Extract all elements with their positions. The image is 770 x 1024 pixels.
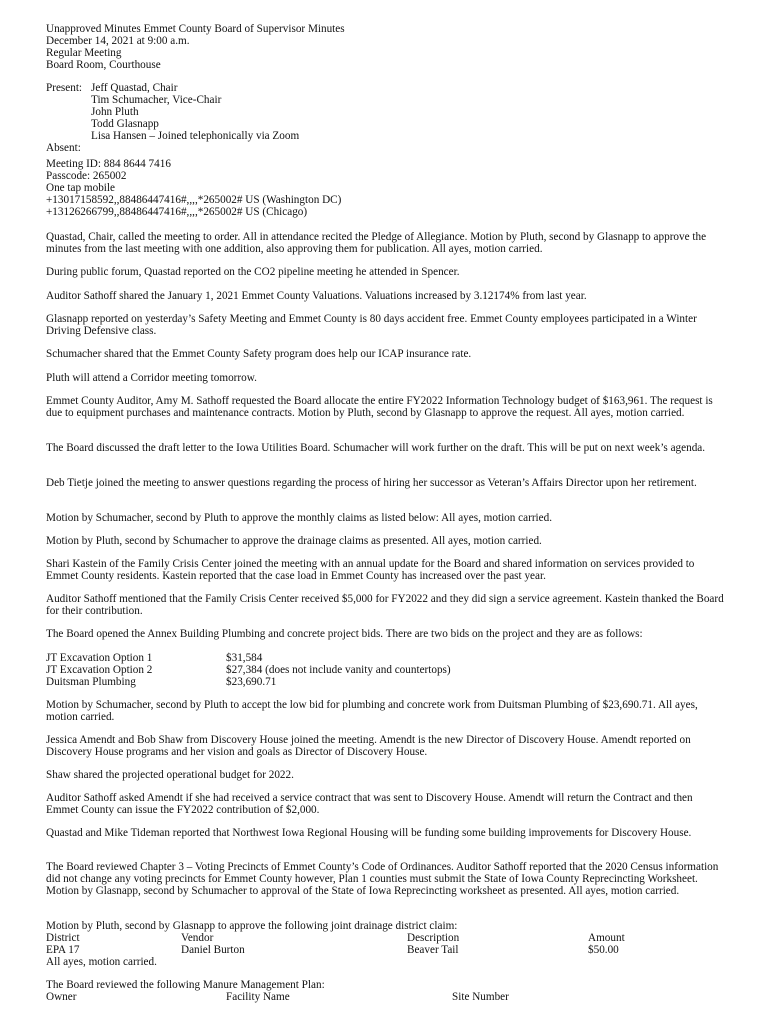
paragraph-veterans-affairs: Deb Tietje joined the meeting to answer questions regarding the process of hiring her successor as Veteran’s Affairs Director upon her retirement. xyxy=(46,477,697,489)
drainage-cell-description: Beaver Tail xyxy=(407,944,459,956)
paragraph-motion-carried: All ayes, motion carried. xyxy=(46,956,157,968)
bid-name: JT Excavation Option 2 xyxy=(46,664,153,676)
drainage-cell-district: EPA 17 xyxy=(46,944,80,956)
bid-name: JT Excavation Option 1 xyxy=(46,652,153,664)
bid-name: Duitsman Plumbing xyxy=(46,676,136,688)
meeting-type: Regular Meeting xyxy=(46,47,122,59)
paragraph-crisis-center: Shari Kastein of the Family Crisis Center joined the meeting with an annual update for the Board and shared information on services provided to Emmet County residents. Kastein reported that the case load in Emmet County has increased over the past year. xyxy=(46,558,695,582)
paragraph-annex-bids: The Board opened the Annex Building Plumbing and concrete project bids. There are two bids on the project and they are as follows: xyxy=(46,628,643,640)
member-glasnapp: Todd Glasnapp xyxy=(91,118,159,130)
paragraph-safety-meeting: Glasnapp reported on yesterday’s Safety Meeting and Emmet County is 80 days accident free. Emmet County employees participated in a Winter Driving Defensive class. xyxy=(46,313,697,337)
drainage-header-vendor: Vendor xyxy=(181,932,214,944)
paragraph-drainage-claims: Motion by Pluth, second by Schumacher to approve the drainage claims as presented. All ayes, motion carried. xyxy=(46,535,542,547)
paragraph-call-to-order: Quastad, Chair, called the meeting to order. All in attendance recited the Pledge of Allegiance. Motion by Pluth, second by Glasnapp to approve the minutes from the last meeting with one addition, also approving them for publication. All ayes, motion carried. xyxy=(46,231,707,255)
meeting-date: December 14, 2021 at 9:00 a.m. xyxy=(46,35,190,47)
bid-amount: $31,584 xyxy=(226,652,263,664)
paragraph-public-forum: During public forum, Quastad reported on the CO2 pipeline meeting he attended in Spencer. xyxy=(46,266,460,278)
paragraph-manure-plan: The Board reviewed the following Manure Management Plan: xyxy=(46,979,325,991)
paragraph-operational-budget: Shaw shared the projected operational budget for 2022. xyxy=(46,769,294,781)
paragraph-monthly-claims: Motion by Schumacher, second by Pluth to approve the monthly claims as listed below: All ayes, motion carried. xyxy=(46,512,553,524)
paragraph-safety-program: Schumacher shared that the Emmet County Safety program does help our ICAP insurance rate. xyxy=(46,348,472,360)
member-pluth: John Pluth xyxy=(91,106,139,118)
paragraph-valuations: Auditor Sathoff shared the January 1, 2021 Emmet County Valuations. Valuations increased by 3.12174% from last year. xyxy=(46,290,587,302)
paragraph-service-contract: Auditor Sathoff asked Amendt if she had received a service contract that was sent to Discovery House. Amendt will return the Contract and then Emmet County can issue the FY2022 contribution of $2,000. xyxy=(46,792,693,816)
member-chair: Jeff Quastad, Chair xyxy=(91,82,178,94)
member-vice-chair: Tim Schumacher, Vice-Chair xyxy=(91,94,222,106)
paragraph-joint-drainage: Motion by Pluth, second by Glasnapp to approve the following joint drainage district claim: xyxy=(46,920,458,932)
member-hansen: Lisa Hansen – Joined telephonically via Zoom xyxy=(91,130,300,142)
paragraph-discovery-house: Jessica Amendt and Bob Shaw from Discovery House joined the meeting. Amendt is the new Director of Discovery House. Amendt reported on Discovery House programs and her vision and goals as Director of Discovery House. xyxy=(46,734,691,758)
bid-amount: $27,384 (does not include vanity and countertops) xyxy=(226,664,451,676)
paragraph-crisis-funding: Auditor Sathoff mentioned that the Family Crisis Center received $5,000 for FY2022 and they did sign a service agreement. Kastein thanked the Board for their contribution. xyxy=(46,593,724,617)
bid-amount: $23,690.71 xyxy=(226,676,277,688)
drainage-cell-amount: $50.00 xyxy=(588,944,619,956)
manure-header-facility: Facility Name xyxy=(226,991,290,1003)
zoom-one-tap: One tap mobile xyxy=(46,182,115,194)
document-title: Unapproved Minutes Emmet County Board of Supervisor Minutes xyxy=(46,23,345,35)
drainage-cell-vendor: Daniel Burton xyxy=(181,944,245,956)
paragraph-corridor: Pluth will attend a Corridor meeting tomorrow. xyxy=(46,372,257,384)
paragraph-regional-housing: Quastad and Mike Tideman reported that Northwest Iowa Regional Housing will be funding some building improvements for Discovery House. xyxy=(46,827,692,839)
drainage-header-amount: Amount xyxy=(588,932,625,944)
manure-header-site: Site Number xyxy=(452,991,509,1003)
paragraph-it-budget: Emmet County Auditor, Amy M. Sathoff requested the Board allocate the entire FY2022 Information Technology budget of $163,961. The request is due to equipment purchases and maintenance contracts. Motion by Pluth, second by Glasnapp to approve the request. All ayes, motion carried. xyxy=(46,395,713,419)
paragraph-voting-precincts: The Board reviewed Chapter 3 – Voting Precincts of Emmet County’s Code of Ordinances. Auditor Sathoff reported that the 2020 Census information did not change any voting precincts for Emmet County however, Plan 1 counties must submit the State of Iowa County Reprecincting Worksheet. Motion by Glasnapp, second by Schumacher to approval of the State of Iowa Reprecincting worksheet as presented. All ayes, motion carried. xyxy=(46,861,719,897)
present-label: Present: xyxy=(46,82,83,94)
zoom-tap-washington: +13017158592,,88486447416#,,,,*265002# US (Washington DC) xyxy=(46,194,342,206)
drainage-header-district: District xyxy=(46,932,80,944)
paragraph-accept-bid: Motion by Schumacher, second by Pluth to accept the low bid for plumbing and concrete work from Duitsman Plumbing of $23,690.71. All ayes, motion carried. xyxy=(46,699,698,723)
absent-label: Absent: xyxy=(46,142,81,154)
zoom-passcode: Passcode: 265002 xyxy=(46,170,127,182)
manure-header-owner: Owner xyxy=(46,991,77,1003)
paragraph-utilities-board: The Board discussed the draft letter to the Iowa Utilities Board. Schumacher will work further on the draft. This will be put on next week’s agenda. xyxy=(46,442,706,454)
meeting-location: Board Room, Courthouse xyxy=(46,59,161,71)
zoom-tap-chicago: +13126266799,,88486447416#,,,,*265002# US (Chicago) xyxy=(46,206,308,218)
zoom-meeting-id: Meeting ID: 884 8644 7416 xyxy=(46,158,171,170)
drainage-header-description: Description xyxy=(407,932,460,944)
